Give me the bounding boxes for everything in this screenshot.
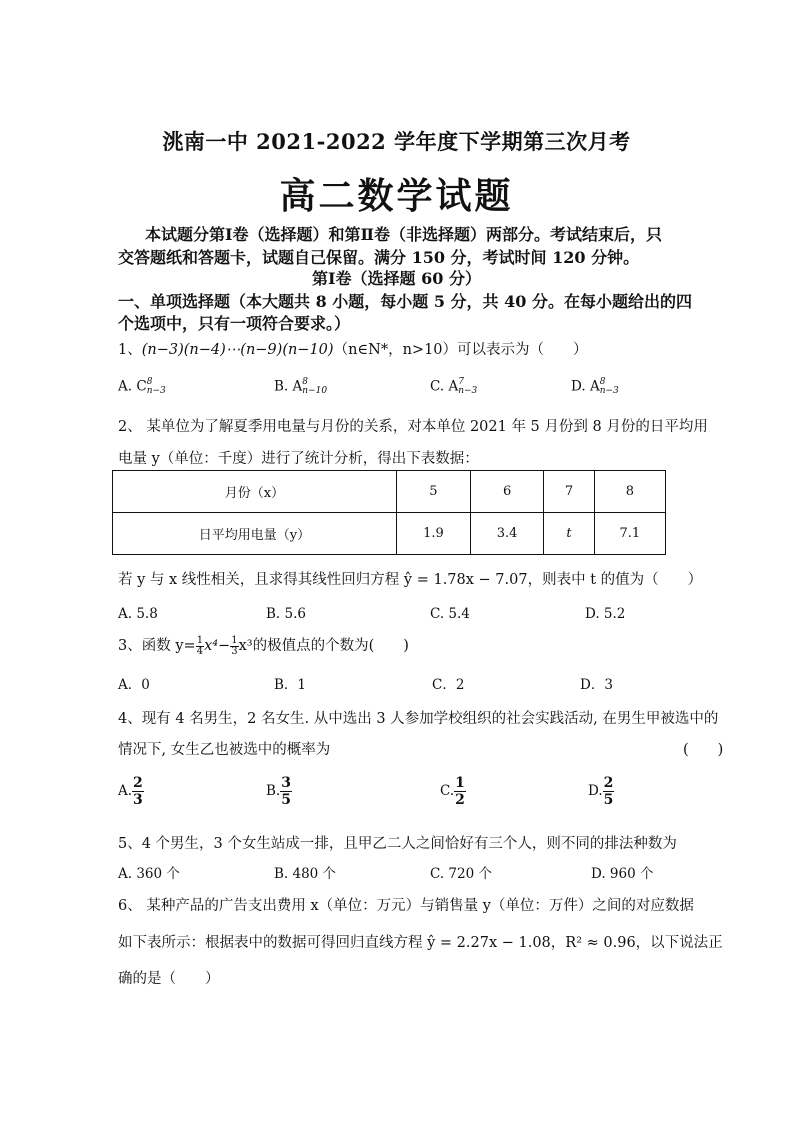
q2-option-d[interactable]: D. 5.2 xyxy=(585,606,626,622)
intro-line-1: 本试题分第Ⅰ卷（选择题）和第Ⅱ卷（非选择题）两部分。考试结束后，只 xyxy=(145,225,662,244)
q2-line-1: 2、 某单位为了解夏季用电量与月份的关系，对本单位 2021 年 5 月份到 8 月份的日平均用 xyxy=(118,419,708,435)
q3-option-d[interactable]: D．3 xyxy=(580,677,613,693)
q4-option-b[interactable]: B. $\frac{3}{5}$ xyxy=(266,775,291,808)
q2-line-2: 电量 y（单位：千度）进行了统计分析，得出下表数据： xyxy=(118,451,479,467)
table-row xyxy=(113,471,666,513)
table-cell: 1.9 xyxy=(396,513,470,555)
table-cell: 7.1 xyxy=(594,513,665,555)
q2-option-b[interactable]: B. 5.6 xyxy=(266,606,306,622)
q5-option-b[interactable]: B. 480 个 xyxy=(274,866,337,882)
q1-condition: （n∈N*，n>10）可以表示为（ ） xyxy=(333,342,588,358)
q3-option-c[interactable]: C．2 xyxy=(432,677,465,693)
subject-title: 高二数学试题 xyxy=(279,175,514,217)
q2-option-a[interactable]: A. 5.8 xyxy=(118,606,158,622)
q1-option-c[interactable]: C. A 7 n−3 xyxy=(430,377,478,396)
table-row xyxy=(113,513,666,555)
q5-option-c[interactable]: C. 720 个 xyxy=(430,866,492,882)
table-cell: 月份（x） xyxy=(113,471,397,513)
table-cell: 日平均用电量（y） xyxy=(113,513,397,555)
question-1 xyxy=(118,338,588,359)
table-cell: 7 xyxy=(544,471,595,513)
q4-line-2: 情况下, 女生乙也被选中的概率为 xyxy=(118,742,331,758)
q4-line-1: 4、现有 4 名男生，2 名女生. 从中选出 3 人参加学校组织的社会实践活动, 在男生甲被选中的 xyxy=(118,711,719,727)
q1-option-d[interactable]: D. A 8 n−3 xyxy=(571,377,619,396)
table-cell: 8 xyxy=(594,471,665,513)
q2-data-table xyxy=(112,470,666,555)
q3-option-a[interactable]: A．0 xyxy=(118,677,150,693)
question-3: 3、函数 y= $\frac{1}{4}$ x⁴− $\frac{1}{3}$ x³的极值点的个数为( ) xyxy=(118,634,409,657)
q4-option-d[interactable]: D. $\frac{2}{5}$ xyxy=(588,775,614,808)
q5-line: 5、4 个男生，3 个女生站成一排，且甲乙二人之间恰好有三个人，则不同的排法种数为 xyxy=(118,836,677,852)
table-cell: 6 xyxy=(471,471,544,513)
q4-option-c[interactable]: C. $\frac{1}{2}$ xyxy=(440,775,465,808)
part1-title: 第Ⅰ卷（选择题 60 分） xyxy=(312,269,481,288)
q1-prefix: 1、 xyxy=(118,342,142,358)
q4-answer-paren: ( ) xyxy=(683,742,724,758)
q3-option-b[interactable]: B．1 xyxy=(274,677,307,693)
q1-expression: (n−3)(n−4)⋯(n−9)(n−10) xyxy=(141,342,334,358)
section1-line-1: 一、单项选择题（本大题共 8 小题，每小题 5 分，共 40 分。在每小题给出的四 xyxy=(118,292,692,311)
q2-question: 若 y 与 x 线性相关，且求得其线性回归方程 ŷ = 1.78x − 7.07，则表中 t 的值为（ ） xyxy=(118,572,703,588)
intro-line-2: 交答题纸和答题卡，试题自己保留。满分 150 分，考试时间 120 分钟。 xyxy=(118,248,640,267)
q6-line-3: 确的是（ ） xyxy=(118,971,220,987)
section1-line-2: 个选项中，只有一项符合要求。） xyxy=(118,314,351,333)
table-cell: 3.4 xyxy=(471,513,544,555)
q6-line-2: 如下表所示：根据表中的数据可得回归直线方程 ŷ = 2.27x − 1.08，R² ≈ 0.96，以下说法正 xyxy=(118,935,723,951)
q4-option-a[interactable]: A. $\frac{2}{3}$ xyxy=(118,775,143,808)
q5-option-a[interactable]: A. 360 个 xyxy=(118,866,180,882)
q1-option-b[interactable]: B. A 8 n−10 xyxy=(274,377,328,396)
table-cell: t xyxy=(544,513,595,555)
q2-option-c[interactable]: C. 5.4 xyxy=(430,606,470,622)
school-exam-title: 洮南一中 2021-2022 学年度下学期第三次月考 xyxy=(162,129,631,154)
table-cell: 5 xyxy=(396,471,470,513)
q6-line-1: 6、 某种产品的广告支出费用 x（单位：万元）与销售量 y（单位：万件）之间的对应数据 xyxy=(118,898,694,914)
q5-option-d[interactable]: D. 960 个 xyxy=(591,866,654,882)
q1-option-a[interactable]: A. C 8 n−3 xyxy=(118,377,166,396)
